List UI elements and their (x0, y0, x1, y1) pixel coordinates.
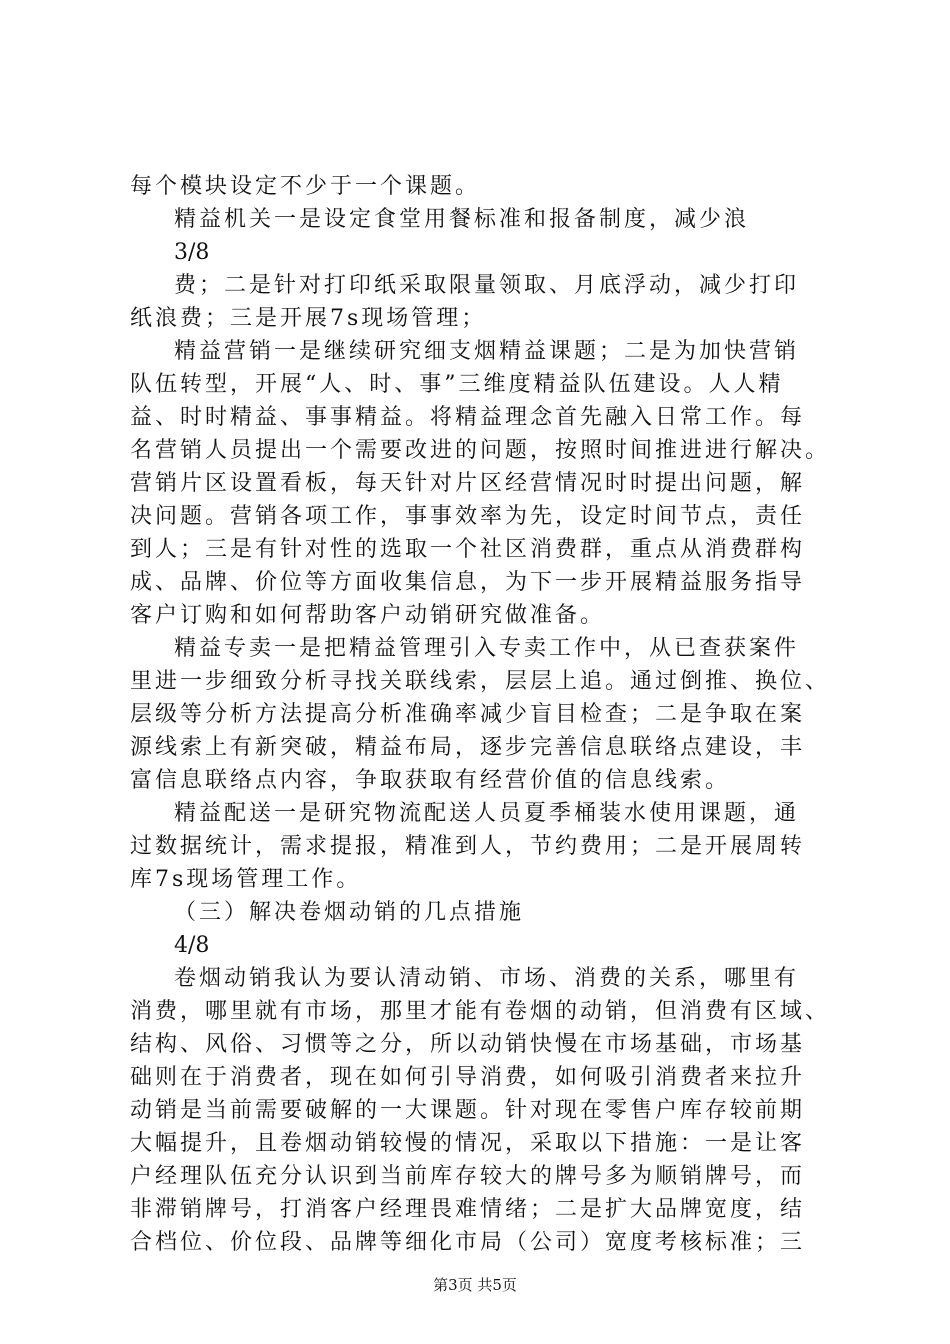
text-line: 里进一步细致分析寻找关联线索，层层上追。通过倒推、换位、 (130, 669, 831, 694)
text-line: 动销是当前需要破解的一大课题。针对现在零售户库存较前期 (130, 1098, 806, 1123)
text-line: 层级等分析方法提高分析准确率减少盲目检查；二是争取在案 (130, 702, 806, 727)
paragraph-start: 精益机关一是设定食堂用餐标准和报备制度，减少浪 (174, 207, 750, 232)
text-line: 础则在于消费者，现在如何引导消费，如何吸引消费者来拉升 (130, 1065, 806, 1090)
inline-page-marker: 3/8 (174, 240, 210, 265)
text-line: 结构、风俗、习惯等之分，所以动销快慢在市场基础，市场基 (130, 1032, 806, 1057)
text-line: 费；二是针对打印纸采取限量领取、月底浮动，减少打印 (174, 273, 800, 298)
inline-page-marker: 4/8 (174, 933, 210, 958)
text-line: 成、品牌、价位等方面收集信息，为下一步开展精益服务指导 (130, 570, 806, 595)
body-text (130, 170, 830, 1259)
text-line: 大幅提升，且卷烟动销较慢的情况，采取以下措施：一是让客 (130, 1131, 806, 1156)
text-line: 富信息联络点内容，争取获取有经营价值的信息线索。 (130, 768, 731, 793)
paragraph-start: 卷烟动销我认为要认清动销、市场、消费的关系，哪里有 (174, 966, 800, 991)
text-line: 非滞销牌号，打消客户经理畏难情绪；二是扩大品牌宽度，结 (130, 1197, 806, 1222)
text-line: 客户订购和如何帮助客户动销研究做准备。 (130, 603, 606, 628)
text-line: 源线索上有新突破，精益布局，逐步完善信息联络点建设，丰 (130, 735, 806, 760)
text-line: 每个模块设定不少于一个课题。 (130, 174, 481, 199)
text-line: 益、时时精益、事事精益。将精益理念首先融入日常工作。每 (130, 405, 806, 430)
text-line: 户经理队伍充分认识到当前库存较大的牌号多为顺销牌号，而 (130, 1164, 806, 1189)
text-line: 决问题。营销各项工作，事事效率为先，设定时间节点，责任 (130, 504, 806, 529)
paragraph-start: 精益配送一是研究物流配送人员夏季桶装水使用课题，通 (174, 801, 800, 826)
text-line: 库7s现场管理工作。 (130, 867, 362, 892)
page-footer: 第3页 共5页 (433, 1276, 517, 1294)
text-line: 营销片区设置看板，每天针对片区经营情况时时提出问题，解 (130, 471, 806, 496)
paragraph-start: 精益专卖一是把精益管理引入专卖工作中，从已查获案件 (174, 636, 800, 661)
text-line: 队伍转型，开展“人、时、事”三维度精益队伍建设。人人精 (130, 372, 784, 397)
text-line: 过数据统计，需求提报，精准到人，节约费用；二是开展周转 (130, 834, 806, 859)
text-line: 合档位、价位段、品牌等细化市局（公司）宽度考核标准；三 (130, 1230, 806, 1255)
text-line: 纸浪费；三是开展7s现场管理； (130, 306, 487, 331)
text-line: 名营销人员提出一个需要改进的问题，按照时间推进进行解决。 (130, 438, 831, 463)
paragraph-start: 精益营销一是继续研究细支烟精益课题；二是为加快营销 (174, 339, 800, 364)
text-line: 到人；三是有针对性的选取一个社区消费群，重点从消费群构 (130, 537, 806, 562)
text-line: 消费，哪里就有市场，那里才能有卷烟的动销，但消费有区域、 (130, 999, 831, 1024)
section-heading: （三）解决卷烟动销的几点措施 (174, 900, 525, 925)
